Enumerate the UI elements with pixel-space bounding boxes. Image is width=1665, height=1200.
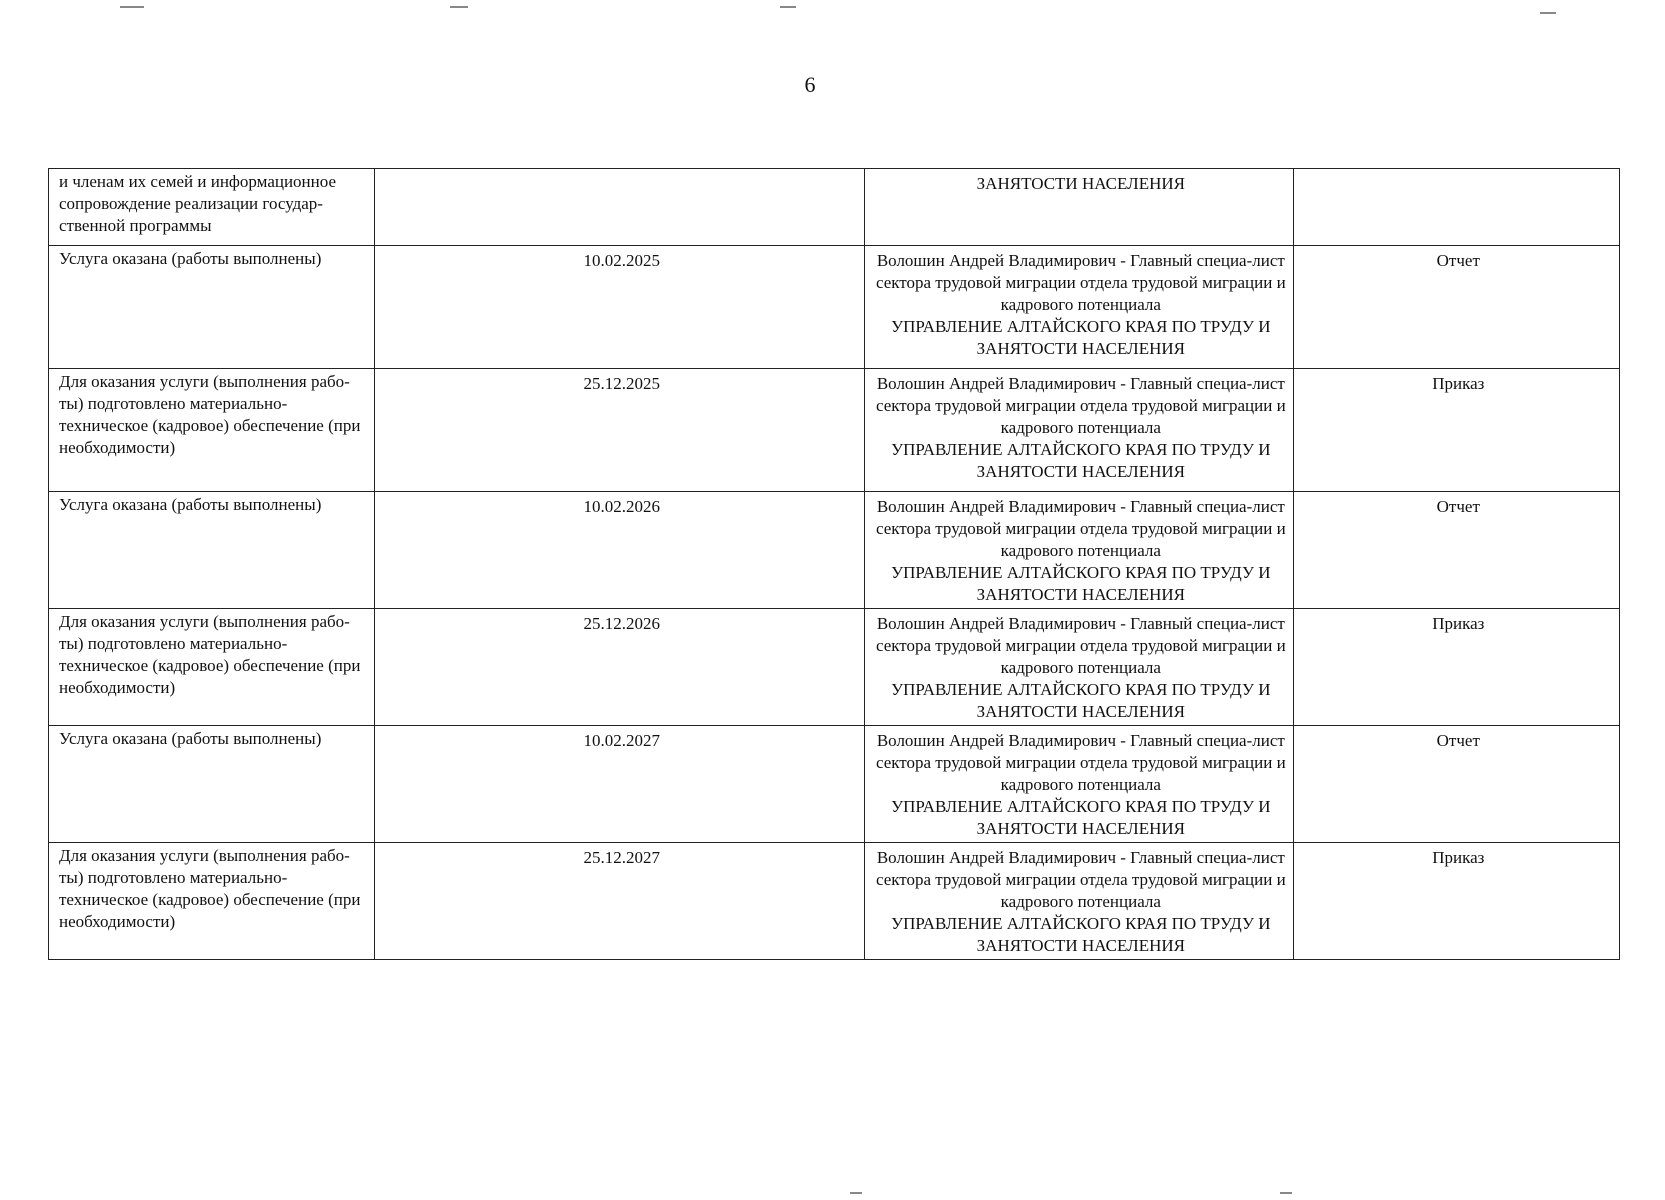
date-cell: 10.02.2027: [375, 726, 865, 843]
scan-artifact: [1540, 12, 1556, 14]
activity-table: [48, 168, 1620, 960]
document-cell: Отчет: [1293, 492, 1619, 609]
date-cell: 25.12.2026: [375, 609, 865, 726]
description-cell: и членам их семей и информационное сопровождение реализации государ-ственной программы: [49, 169, 375, 246]
responsible-org: УПРАВЛЕНИЕ АЛТАЙСКОГО КРАЯ ПО ТРУДУ И ЗАНЯТОСТИ НАСЕЛЕНИЯ: [891, 317, 1271, 358]
responsible-person: Волошин Андрей Владимирович - Главный специа-лист сектора трудовой миграции отдела трудовой миграции и кадрового потенциала: [875, 731, 1286, 794]
table-row: [49, 726, 1620, 843]
responsible-person: Волошин Андрей Владимирович - Главный специа-лист сектора трудовой миграции отдела трудовой миграции и кадрового потенциала: [875, 497, 1286, 560]
document-cell: Приказ: [1293, 609, 1619, 726]
document-cell: Приказ: [1293, 843, 1619, 960]
responsible-org: УПРАВЛЕНИЕ АЛТАЙСКОГО КРАЯ ПО ТРУДУ И ЗАНЯТОСТИ НАСЕЛЕНИЯ: [891, 797, 1271, 838]
table-row: [49, 169, 1620, 246]
date-cell: 25.12.2027: [375, 843, 865, 960]
table-row: [49, 369, 1620, 492]
date-cell: 10.02.2025: [375, 246, 865, 369]
responsible-org: УПРАВЛЕНИЕ АЛТАЙСКОГО КРАЯ ПО ТРУДУ И ЗАНЯТОСТИ НАСЕЛЕНИЯ: [891, 563, 1271, 604]
responsible-cell: [865, 726, 1293, 843]
responsible-person: Волошин Андрей Владимирович - Главный специа-лист сектора трудовой миграции отдела трудовой миграции и кадрового потенциала: [875, 374, 1286, 437]
responsible-org: УПРАВЛЕНИЕ АЛТАЙСКОГО КРАЯ ПО ТРУДУ И ЗАНЯТОСТИ НАСЕЛЕНИЯ: [891, 440, 1271, 481]
responsible-person: Волошин Андрей Владимирович - Главный специа-лист сектора трудовой миграции отдела трудовой миграции и кадрового потенциала: [875, 848, 1286, 911]
scan-artifact: [850, 1192, 862, 1194]
responsible-org: УПРАВЛЕНИЕ АЛТАЙСКОГО КРАЯ ПО ТРУДУ И ЗАНЯТОСТИ НАСЕЛЕНИЯ: [891, 914, 1271, 955]
responsible-cell: [865, 169, 1293, 246]
responsible-cell: [865, 492, 1293, 609]
table-row: [49, 246, 1620, 369]
table-row: [49, 492, 1620, 609]
responsible-cell: [865, 246, 1293, 369]
scan-artifact: [780, 6, 796, 8]
date-cell: 25.12.2025: [375, 369, 865, 492]
date-cell: 10.02.2026: [375, 492, 865, 609]
responsible-person: Волошин Андрей Владимирович - Главный специа-лист сектора трудовой миграции отдела трудовой миграции и кадрового потенциала: [875, 251, 1286, 314]
description-cell: Для оказания услуги (выполнения рабо-ты) подготовлено материально-техническое (кадровое) обеспечение (при необходимости): [49, 369, 375, 492]
description-cell: Для оказания услуги (выполнения рабо-ты) подготовлено материально-техническое (кадровое) обеспечение (при необходимости): [49, 843, 375, 960]
responsible-cell: [865, 369, 1293, 492]
description-cell: Услуга оказана (работы выполнены): [49, 726, 375, 843]
description-cell: Для оказания услуги (выполнения рабо-ты) подготовлено материально-техническое (кадровое) обеспечение (при необходимости): [49, 609, 375, 726]
scan-artifact: [1280, 1192, 1292, 1194]
scan-artifact: [450, 6, 468, 8]
description-cell: Услуга оказана (работы выполнены): [49, 492, 375, 609]
scan-artifact: [120, 6, 144, 8]
responsible-org: УПРАВЛЕНИЕ АЛТАЙСКОГО КРАЯ ПО ТРУДУ И ЗАНЯТОСТИ НАСЕЛЕНИЯ: [891, 680, 1271, 721]
document-cell: Отчет: [1293, 726, 1619, 843]
description-cell: Услуга оказана (работы выполнены): [49, 246, 375, 369]
responsible-cell: [865, 609, 1293, 726]
table-row: [49, 843, 1620, 960]
responsible-org: ЗАНЯТОСТИ НАСЕЛЕНИЯ: [976, 174, 1185, 193]
document-cell: Приказ: [1293, 369, 1619, 492]
document-cell: Отчет: [1293, 246, 1619, 369]
responsible-person: Волошин Андрей Владимирович - Главный специа-лист сектора трудовой миграции отдела трудовой миграции и кадрового потенциала: [875, 614, 1286, 677]
document-cell: [1293, 169, 1619, 246]
date-cell: [375, 169, 865, 246]
responsible-cell: [865, 843, 1293, 960]
table-row: [49, 609, 1620, 726]
page-number: 6: [804, 72, 816, 97]
